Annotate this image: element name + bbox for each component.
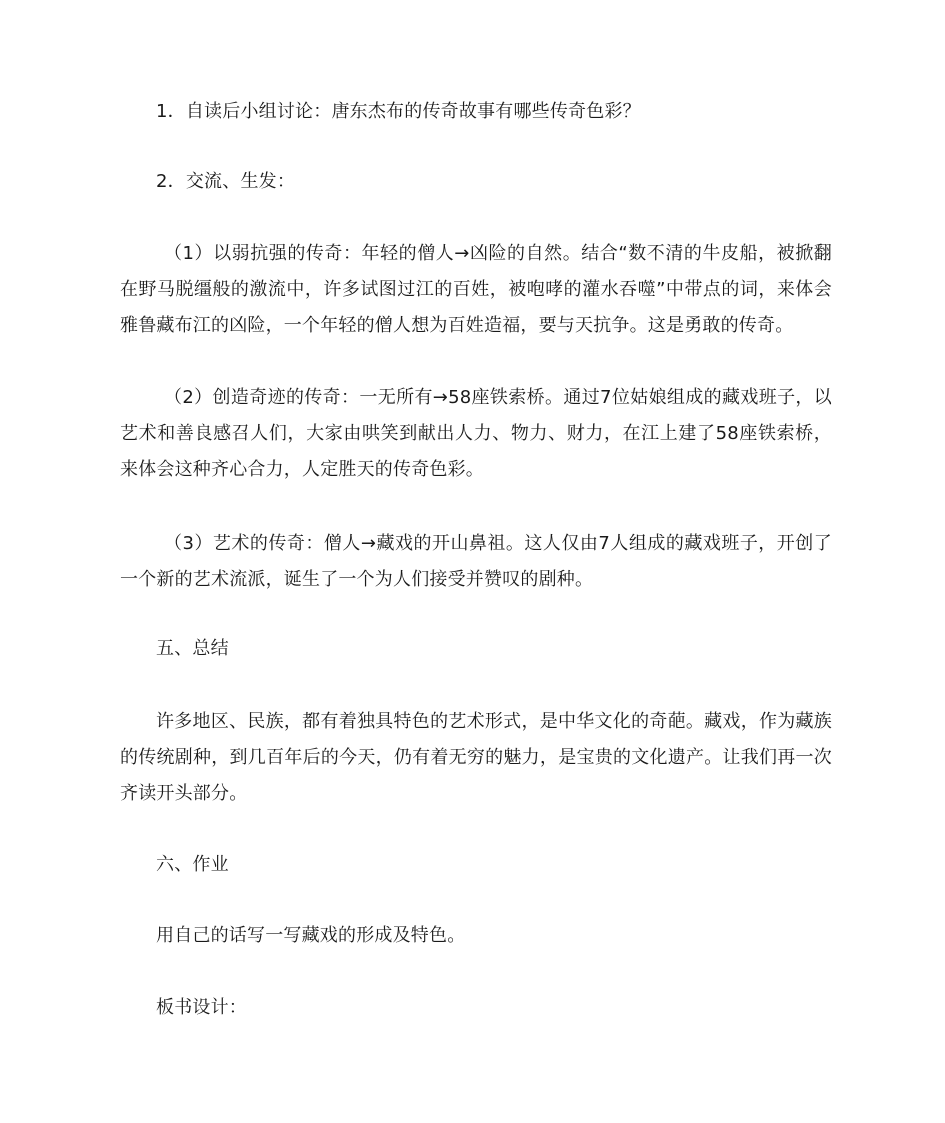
board-design-label: 板书设计：: [156, 997, 247, 1018]
summary-paragraph: 许多地区、民族，都有着独具特色的艺术形式，是中华文化的奇葩。藏戏，作为藏族的传统剧种，到几百年后的今天，仍有着无穷的魅力，是宝贵的文化遗产。让我们再一次齐读开头部分。: [120, 711, 832, 804]
section-heading-summary: 五、总结: [156, 638, 229, 659]
question-2: 2．交流、生发：: [156, 171, 296, 192]
section-heading-homework: 六、作业: [156, 854, 229, 875]
point-2-paragraph: （2）创造奇迹的传奇：一无所有→58座铁索桥。通过7位姑娘组成的藏戏班子，以艺术和善良感召人们，大家由哄笑到献出人力、物力、财力，在江上建了58座铁索桥，来体会这种齐心合力，人定胜天的传奇色彩。: [120, 387, 832, 480]
homework-paragraph: 用自己的话写一写藏戏的形成及特色。: [156, 925, 466, 946]
question-1: 1．自读后小组讨论：唐东杰布的传奇故事有哪些传奇色彩？: [156, 101, 641, 122]
point-1-paragraph: （1）以弱抗强的传奇：年轻的僧人→凶险的自然。结合“数不清的牛皮船，被掀翻在野马脱缰般的激流中，许多试图过江的百姓，被咆哮的灌水吞噬”中带点的词，来体会雅鲁藏布江的凶险，一个年轻的僧人想为百姓造福，要与天抗争。这是勇敢的传奇。: [120, 243, 832, 336]
point-3-paragraph: （3）艺术的传奇：僧人→藏戏的开山鼻祖。这人仅由7人组成的藏戏班子，开创了一个新的艺术流派，诞生了一个为人们接受并赞叹的剧种。: [120, 533, 832, 590]
